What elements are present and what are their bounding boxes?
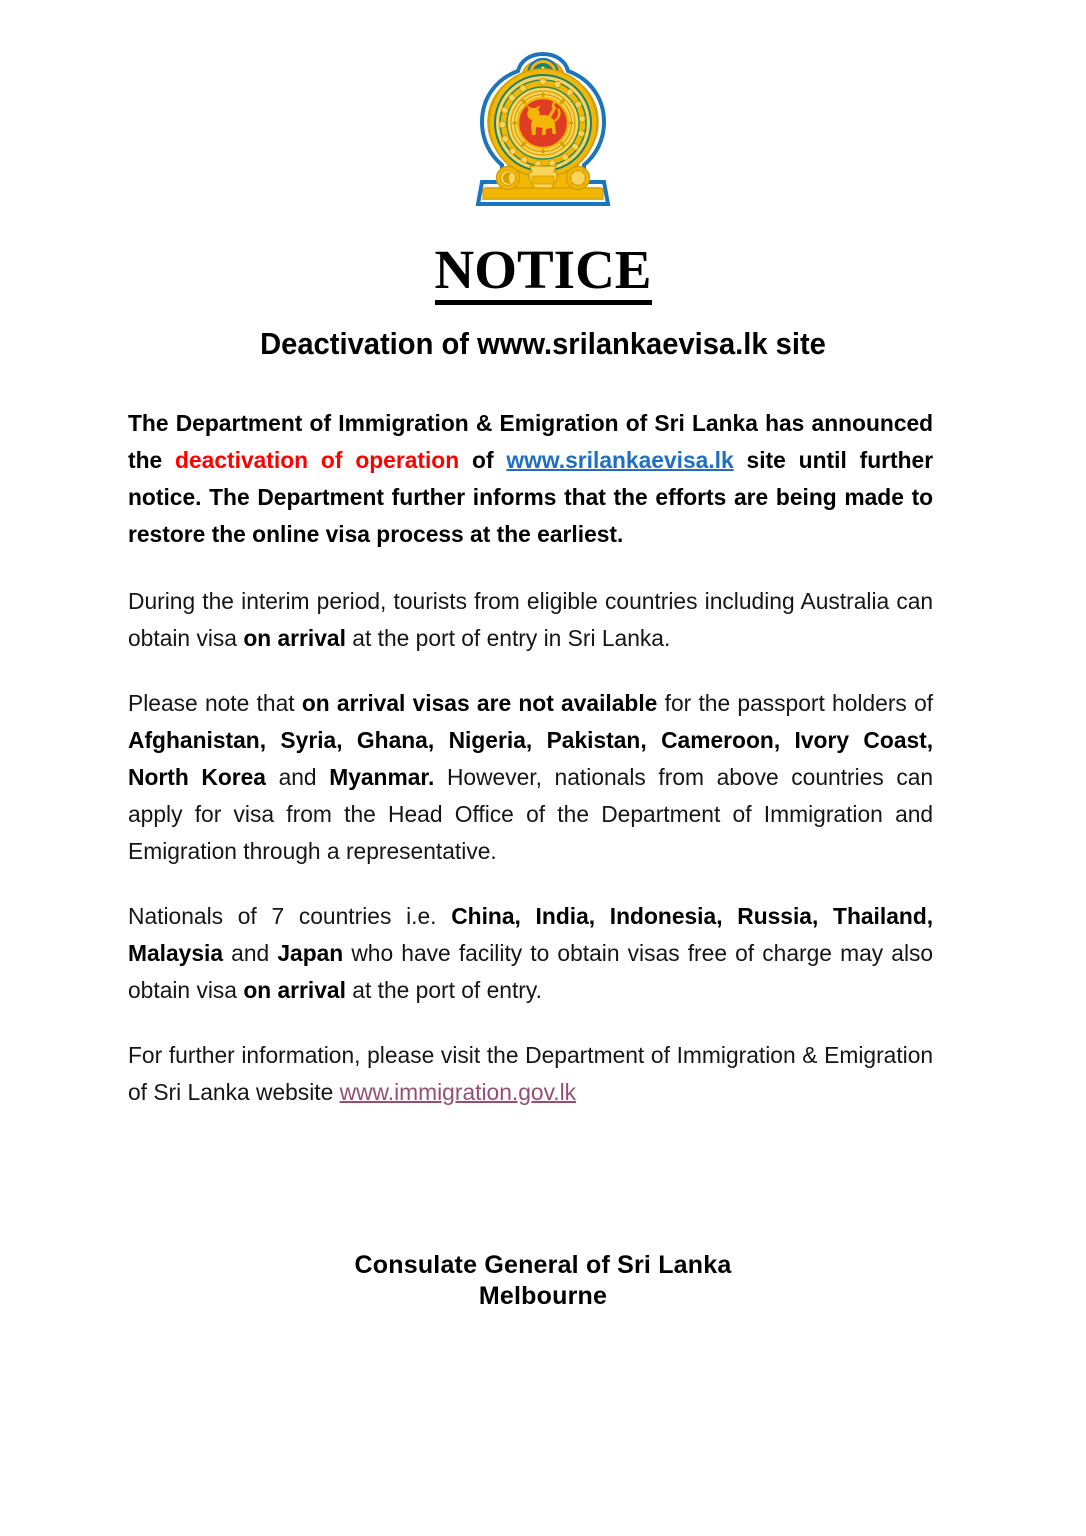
page-subtitle: Deactivation of www.srilankaevisa.lk site (260, 326, 826, 362)
paragraph-4-bold-3: on arrival (243, 977, 346, 1003)
paragraph-2-segment-2: at the port of entry in Sri Lanka. (345, 625, 671, 651)
paragraph-announcement (128, 405, 933, 553)
emblem-base (483, 166, 603, 199)
paragraph-interim-period (128, 583, 933, 657)
paragraph-3-segment-2: for the passport holders of (657, 690, 934, 716)
notice-body (128, 405, 958, 1139)
emblem-container (0, 0, 1086, 223)
paragraph-1-segment-2: of (459, 447, 507, 473)
immigration-gov-lk-link[interactable]: www.immigration.gov.lk (339, 1079, 577, 1105)
footer-line-consulate: Consulate General of Sri Lanka (354, 1251, 732, 1279)
restricted-country-list: Afghanistan, Syria, Ghana, Nigeria, Pakistan, Cameroon, Ivory Coast, North Korea (128, 727, 934, 790)
paragraph-5-segment-1: For further information, please visit the Department of Immigration & Emigration of Sri Lanka website (128, 1042, 934, 1105)
paragraph-3-segment-1: Please note that (128, 690, 302, 716)
page-title-text: NOTICE (435, 241, 652, 305)
paragraph-3-bold-1: on arrival visas are not available (301, 690, 658, 716)
paragraph-further-information (128, 1037, 933, 1111)
paragraph-3-segment-3: and (265, 764, 330, 790)
paragraph-4-bold-2: Japan (277, 940, 344, 966)
deactivation-highlight: deactivation of operation (175, 447, 460, 473)
paragraph-4-segment-2: and (223, 940, 278, 966)
paragraph-2-segment-1: During the interim period, tourists from eligible countries including Australia can obtain visa (128, 588, 934, 651)
footer-line-city: Melbourne (478, 1282, 608, 1310)
srilankaevisa-link[interactable]: www.srilankaevisa.lk (506, 447, 734, 473)
free-visa-country-list: China, India, Indonesia, Russia, Thailand, Malaysia (128, 903, 934, 966)
paragraph-free-visa-countries (128, 898, 933, 1009)
paragraph-1-segment-3: site until further notice. The Department further informs that the efforts are being made to restore the online visa process at the earliest. (128, 447, 934, 547)
document-footer (0, 1250, 1086, 1312)
paragraph-3-bold-3: Myanmar. (329, 764, 435, 790)
paragraph-4-segment-4: at the port of entry. (345, 977, 542, 1003)
sri-lanka-national-emblem-icon (468, 48, 618, 223)
page-title (0, 241, 1086, 305)
paragraph-3-segment-4: However, nationals from above countries can apply for visa from the Head Office of the Department of Immigration and Emigration through a representative. (128, 764, 934, 864)
paragraph-4-segment-3: who have facility to obtain visas free of charge may also obtain visa (128, 940, 934, 1003)
paragraph-2-bold-1: on arrival (243, 625, 346, 651)
paragraph-1-segment-1: The Department of Immigration & Emigration of Sri Lanka has announced the (128, 410, 934, 473)
paragraph-restricted-countries (128, 685, 933, 870)
paragraph-4-segment-1: Nationals of 7 countries i.e. (128, 903, 452, 929)
